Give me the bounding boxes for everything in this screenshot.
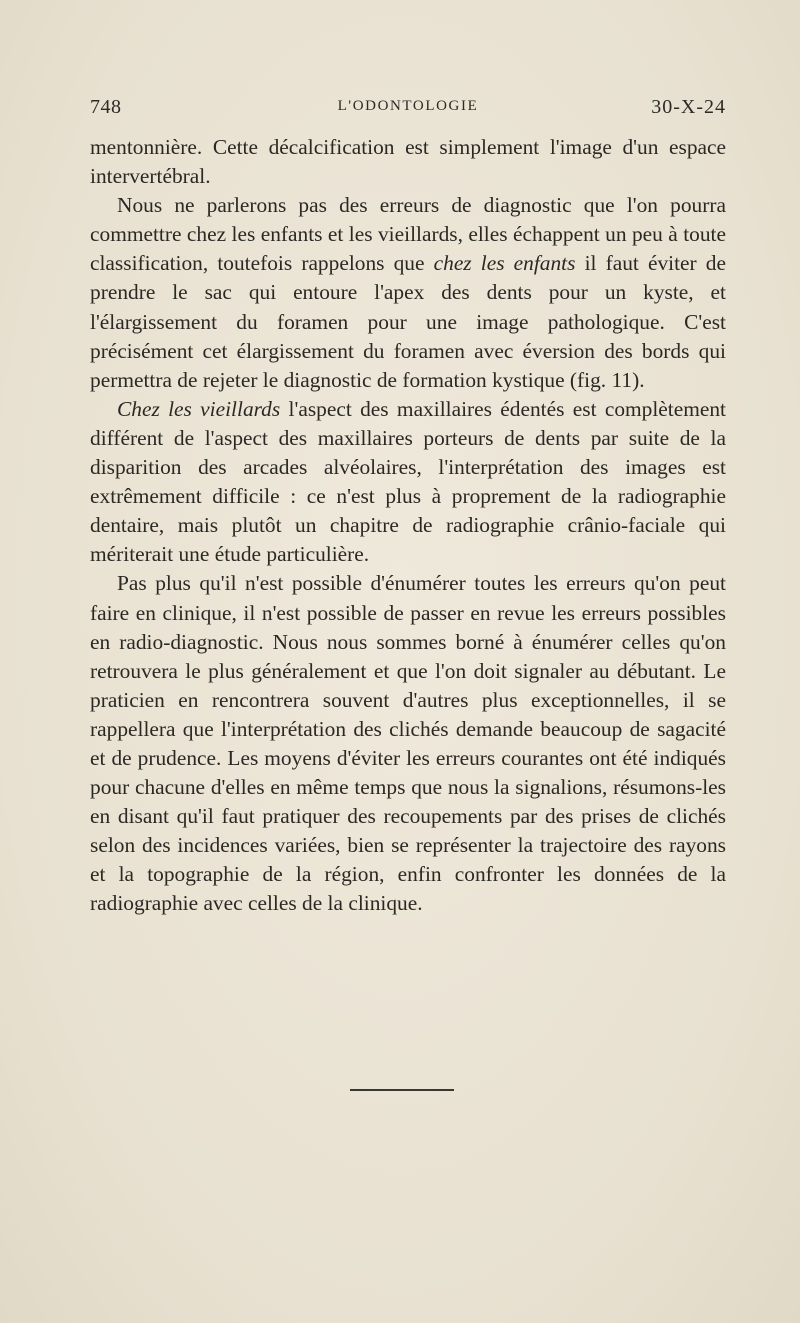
- page-header: [90, 96, 726, 128]
- paragraph-conclusion: [90, 569, 726, 918]
- paragraph-text: Pas plus qu'il n'est possible d'énumérer toutes les erreurs qu'on peut faire en clinique, il n'est possible de passer en revue les erreurs possibles en radio-diagnostic. Nous nous sommes borné à énumérer celles qu'on retrouvera le plus généralement et que l'on doit signaler au débutant. Le praticien en rencontrera souvent d'autres plus exceptionnelles, il se rappellera que l'interprétation des clichés demande beaucoup de sagacité et de prudence. Les moyens d'éviter les erreurs courantes ont été indiqués pour chacune d'elles en même temps que nous la signalions, résumons-les en disant qu'il faut pratiquer des recoupements par des prises de clichés selon des incidences variées, bien se représenter la trajectoire des rayons et la topographie de la région, enfin confronter les données de la radiographie avec celles de la clinique.: [90, 571, 726, 916]
- paragraph-children: [90, 191, 726, 395]
- section-end-rule: [350, 1089, 454, 1091]
- article-body: [90, 133, 726, 919]
- paragraph-text: Nous ne parlerons pas des erreurs de diagnostic que l'on pourra commettre chez les enfants et les vieillards, elles échappent un peu à toute classification, toutefois rappelons que: [90, 193, 726, 276]
- emphasis-text: Chez les vieillards: [117, 396, 281, 421]
- running-title: L'ODONTOLOGIE: [337, 98, 479, 114]
- page-number: 748: [90, 96, 122, 118]
- emphasis-text: chez les enfants: [433, 251, 576, 276]
- paragraph-elderly: [90, 395, 726, 570]
- issue-date: 30-X-24: [651, 96, 726, 118]
- paragraph-text: il faut éviter de prendre le sac qui entoure l'apex des dents pour un kyste, et l'élargissement du foramen pour une image pathologique. C'est précisément cet élargissement du foramen avec éversion des bords qui permettra de rejeter le diagnostic de formation kystique (fig. 11).: [90, 251, 726, 392]
- paragraph-text: mentonnière. Cette décalcification est simplement l'image d'un espace intervertébral.: [90, 135, 726, 189]
- paragraph-continuation: [90, 133, 726, 191]
- paragraph-text: l'aspect des maxillaires édentés est complètement différent de l'aspect des maxillaires porteurs de dents par suite de la disparition des arcades alvéolaires, l'interprétation des images est extrêmement difficile : ce n'est plus à proprement de la radiographie dentaire, mais plutôt un chapitre de radiographie crânio-faciale qui mériterait une étude particulière.: [90, 396, 726, 567]
